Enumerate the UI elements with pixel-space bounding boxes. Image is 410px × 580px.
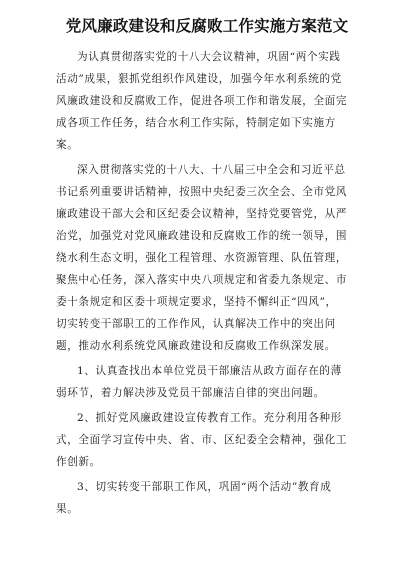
body-paragraph [56,360,358,404]
paragraph-line: 深入贯彻落实党的十八大、十八届三中全会和习近平总 [77,164,346,176]
paragraph-line: 1、认真查找出本单位党员干部廉洁从政方面存在的薄 [77,365,342,377]
paragraph-line: 式，全面学习宣传中央、省、市、区纪委全会精神，强化工 [56,434,348,446]
body-paragraph [56,476,358,520]
paragraph-line: 切实转变干部职工的工作作风，认真解决工作中的突出问 [56,318,336,330]
paragraph-line: 果。 [56,503,79,515]
paragraph-line: 作创新。 [56,456,101,468]
paragraph-line: 为认真贯彻落实党的十八大会议精神，巩固“两个实践 [77,51,341,63]
paragraph-line: 聚焦中心任务，深入落实中央八项规定和省委九条规定、市 [56,274,348,286]
paragraph-line: 题，推动水利系统党风廉政建设和反腐败工作纵深发展。 [56,340,336,352]
paragraph-line: 治党，加强党对党风廉政建设和反腐败工作的统一领导，围 [56,230,348,242]
document-title: 党风廉政建设和反腐败工作实施方案范文 [65,17,349,35]
paragraph-line: 风廉政建设和反腐败工作，促进各项工作和谐发展，全面完 [56,95,348,107]
document-body [56,46,358,520]
paragraph-line: 廉政建设干部大会和区纪委会议精神，坚持党要管党，从严 [56,208,348,220]
paragraph-line: 2、抓好党风廉政建设宣传教育工作。充分利用各种形 [77,412,342,424]
body-paragraph [56,46,358,156]
paragraph-line: 书记系列重要讲话精神，按照中央纪委三次全会、全市党风 [56,186,348,198]
paragraph-line: 绕水利生态文明，强化工程管理、水资源管理、队伍管理， [56,252,348,264]
body-paragraph [56,407,358,473]
paragraph-line: 成各项工作任务，结合水利工作实际，特制定如下实施方 [56,117,336,129]
paragraph-line: 案。 [56,139,79,151]
body-paragraph [56,159,358,357]
paragraph-line: 委十条规定和区委十项规定要求，坚持不懈纠正“四风”， [56,296,337,308]
paragraph-line: 弱环节，着力解决涉及党员干部廉洁自律的突出问题。 [56,387,325,399]
paragraph-line: 3、切实转变干部职工作风，巩固“两个活动”教育成 [77,481,332,493]
paragraph-line: 活动”成果，狠抓党组织作风建设，加强今年水利系统的党 [56,73,342,85]
